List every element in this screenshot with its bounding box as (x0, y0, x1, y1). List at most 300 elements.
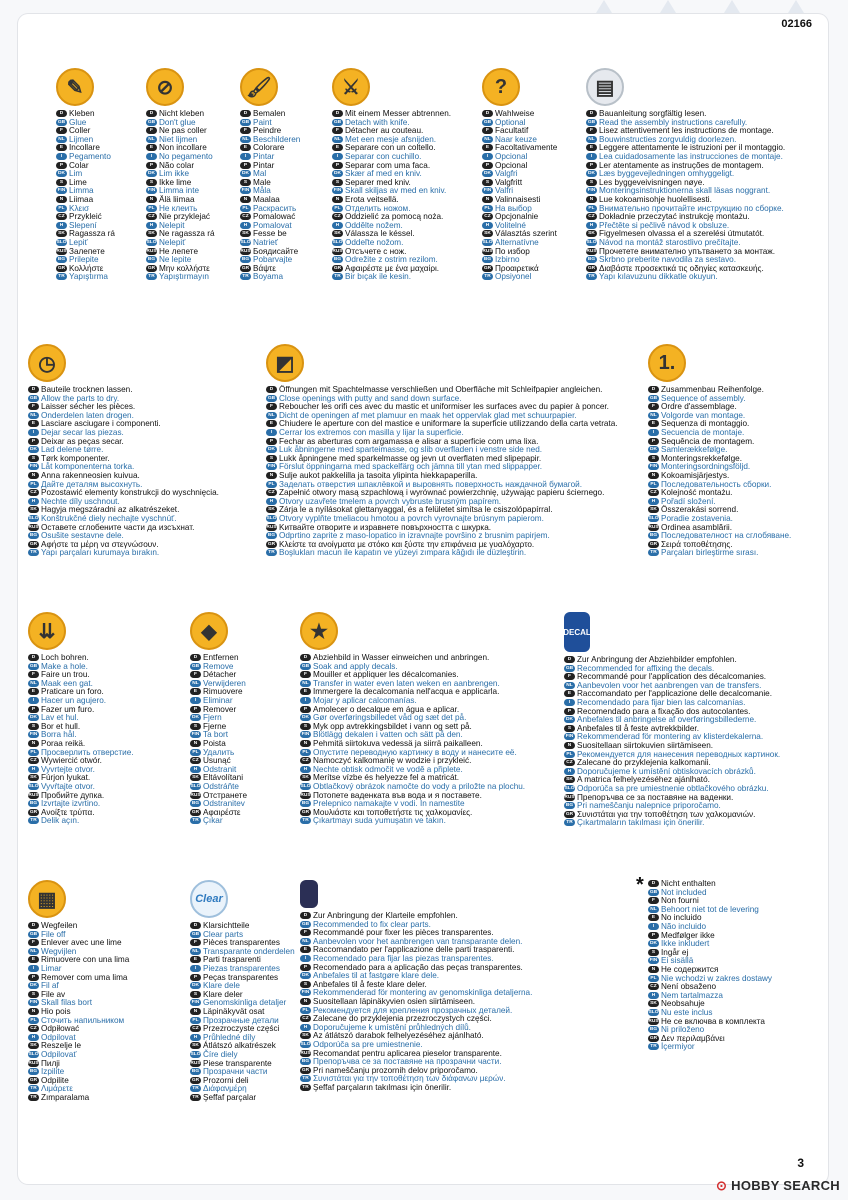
legend-text: Recomandat pentru aplicarea pieselor transparente. (313, 1048, 502, 1058)
language-code-badge: D (482, 110, 493, 117)
legend-row (240, 162, 300, 171)
language-code-badge: F (266, 403, 277, 410)
legend-text: Zárja le a nyílásokat glettanyaggal, és a felületet simítsa le csiszolópapírral. (279, 505, 553, 515)
legend-text: Loch bohren. (41, 653, 89, 662)
legend-text: Separar com uma faca. (345, 160, 431, 170)
language-code-badge: E (28, 688, 39, 695)
legend-text: Lukk åpningene med sparkelmasse og jevn ut overflaten med slipepapir. (279, 453, 542, 463)
language-code-badge: SK (482, 230, 493, 237)
legend-text: Wegvijlen (41, 946, 77, 956)
legend-text: Удалить (203, 747, 235, 757)
language-code-badge: S (482, 179, 493, 186)
legend-text: Συνιστάται για την τοποθέτηση των χαλκομανιών. (577, 809, 756, 819)
legend-text: Izvrtajte izvrtino. (41, 799, 101, 809)
legend-row (56, 273, 115, 282)
language-code-badge: PL (332, 205, 343, 212)
language-code-badge: FIN (301, 990, 310, 996)
legend-text: Recomendado para fijar bien las calcomanías. (577, 697, 746, 707)
legend-text: Zusammenbau Reihenfolge. (661, 385, 764, 394)
legend-text: Volitelné (495, 220, 526, 230)
legend-block-decal (300, 612, 525, 826)
legend-text: Izpilite (41, 1067, 65, 1077)
legend-text: Ordre d'assemblage. (661, 402, 737, 412)
legend-text: Namoczyć kalkomanię w wodzie i przykleić. (313, 756, 472, 766)
language-code-badge: P (300, 706, 311, 713)
kit-code: 02166 (781, 18, 812, 30)
legend-text: Samlerækkefølge. (661, 445, 728, 455)
legend-text: Peças transparentes (203, 972, 279, 982)
legend-text: Remove (203, 661, 234, 671)
language-code-badge: H (482, 222, 493, 229)
language-code-badge: I (56, 153, 67, 160)
legend-text: Pegamento (69, 151, 111, 161)
legend-text: Prozorni deli (203, 1075, 249, 1085)
language-code-badge: E (648, 914, 659, 921)
legend-text: Non fourni (661, 896, 699, 906)
legend-text: Залепете (69, 246, 105, 256)
legend-text: Dokładnie przeczytać instrukcję montażu. (599, 212, 750, 222)
language-code-badge: S (190, 723, 201, 730)
legend-text: Průhledné díly (203, 1032, 256, 1042)
language-code-badge: E (300, 688, 311, 695)
language-code-badge: FIN (241, 188, 250, 194)
legend-text: Dicht de openingen af met plamuur en maak het oppervlak glad met schuurpapier. (279, 410, 577, 420)
legend-text: Потопете ваденката във вода и я поставете. (313, 790, 482, 800)
language-code-badge: GR (241, 265, 250, 271)
legend-row (332, 273, 451, 282)
legend-text: Odpilite (41, 1075, 69, 1085)
language-code-badge: SLO (564, 785, 575, 791)
legend-text: По избор (495, 246, 530, 256)
legend-text: Rekommenderad för montering av genomskinliga detaljerna. (313, 988, 533, 998)
language-code-badge: I (146, 153, 157, 160)
clear-fixer-icon (300, 880, 318, 908)
language-code-badge: TR (266, 549, 277, 556)
legend-text: Optional (495, 117, 526, 127)
legend-text: Don't glue (159, 117, 196, 127)
language-code-badge: N (586, 196, 597, 203)
legend-text: Zalecane do przyklejenia kalkomanii. (577, 758, 711, 768)
legend-text: Recomendado para fijar las piezas transparentes. (313, 953, 494, 963)
legend-text: Verwijderen (203, 678, 246, 688)
language-code-badge: RUS (240, 248, 251, 254)
language-code-badge: GB (29, 931, 38, 937)
legend-text: Eliminar (203, 695, 233, 705)
legend-row (300, 817, 525, 826)
legend-text: Lav et hul. (41, 713, 79, 723)
language-code-badge: SLO (240, 239, 251, 245)
legend-text: Nicht kleben (159, 109, 205, 118)
language-code-badge: FIN (147, 188, 156, 194)
language-code-badge: E (240, 144, 251, 151)
legend-text: Ler atentamente as instruções de montagem. (599, 160, 764, 170)
legend-text: Pořadí složení. (661, 496, 716, 506)
legend-text: Κολλήστε (69, 263, 104, 273)
legend-text: Läpinäkyvät osat (203, 1006, 265, 1016)
language-code-badge: GB (649, 889, 658, 895)
instruction-page (18, 14, 828, 1184)
legend-text: Gør overføringsbilledet våd og sæt det på. (313, 713, 467, 723)
legend-text: Дайте деталям высохнуть. (41, 479, 143, 489)
language-code-badge: D (28, 386, 39, 393)
instructions-icon: ▤ (586, 68, 624, 106)
language-code-badge: GB (241, 119, 250, 125)
language-code-badge: TR (190, 817, 201, 824)
legend-block-paint (240, 68, 300, 282)
language-code-badge: SLO (648, 1009, 659, 1015)
legend-text: Rimuovere (203, 687, 243, 697)
language-code-badge: GB (29, 395, 38, 401)
legend-text: Älä liimaa (159, 194, 195, 204)
legend-text: Læs byggevejledningen omhyggeligt. (599, 169, 735, 179)
language-code-badge: GB (191, 663, 200, 669)
page-number: 3 (797, 1156, 804, 1170)
language-code-badge: F (190, 939, 201, 946)
legend-text: No incluido (661, 913, 702, 923)
language-code-badge: SK (190, 1042, 201, 1049)
legend-text: Nelepit (159, 220, 185, 230)
legend-text: Μην κολλήστε (159, 263, 210, 273)
language-code-badge: SK (240, 230, 251, 237)
language-code-badge: PL (28, 749, 39, 756)
language-code-badge: GB (649, 395, 658, 401)
language-code-badge: S (28, 991, 39, 998)
language-code-badge: CZ (190, 757, 201, 764)
language-code-badge: D (300, 912, 311, 919)
legend-text: Zapełnić otwory masą szpachlową i wyrównać powierzchnię, używając papieru ściernego. (279, 488, 605, 498)
language-code-badge: SLO (190, 1051, 201, 1057)
legend-text: Yapıştırmayın (159, 272, 209, 282)
legend-text: Ragassza rá (69, 229, 115, 239)
language-code-badge: GR (29, 809, 38, 815)
clock-icon: ◷ (28, 344, 66, 382)
language-code-badge: RUS (28, 524, 39, 530)
language-code-badge: DK (300, 972, 311, 979)
language-code-badge: P (482, 162, 493, 169)
legend-text: Внимательно прочитайте инструкцию по сборке. (599, 203, 784, 213)
language-code-badge: H (28, 498, 39, 505)
language-code-badge: BG (29, 1069, 38, 1075)
legend-row (28, 1094, 129, 1103)
language-code-badge: GR (565, 811, 574, 817)
legend-text: Fechar as aberturas com argamassa e alisar a superficie com uma lixa. (279, 436, 539, 446)
legend-text: A matrica felhelyezéséhez ajánlható. (577, 775, 710, 785)
legend-text: Fesse be (253, 229, 287, 239)
legend-text: Raccomandato per l'applicazione delle parti trasparenti. (313, 945, 515, 955)
language-code-badge: N (190, 740, 201, 747)
language-code-badge: I (332, 153, 343, 160)
no-glue-icon: ⊘ (146, 68, 184, 106)
language-code-badge: S (240, 179, 251, 186)
language-code-badge: SK (190, 774, 201, 781)
legend-text: Laisser sécher les pièces. (41, 402, 136, 412)
legend-text: Nie przyklejać (159, 212, 210, 222)
legend-text: Συνιστάται για την τοποθέτηση των διάφανων μερών. (313, 1074, 506, 1084)
legend-text: Προαιρετικά (495, 263, 539, 273)
legend-text: Odporúča sa pre umiestnenie. (313, 1039, 423, 1049)
legend-text: Entfernen (203, 653, 239, 662)
legend-text: Recommended to fix clear parts. (313, 919, 431, 929)
language-code-badge: GB (57, 119, 66, 125)
legend-text: Nechte obtisk odmočit ve vodě a připlete. (313, 764, 463, 774)
legend-text: Σειρά τοποθέτησης. (661, 539, 733, 549)
language-code-badge: PL (586, 205, 597, 212)
language-code-badge: GB (333, 119, 342, 125)
legend-text: Klarsichtteile (203, 921, 250, 930)
legend-text: Není obsaženo (661, 982, 717, 992)
language-code-badge: DK (28, 714, 39, 721)
legend-text: Boşlukları macun ile kapatın ve yüzeyi zımpara kâğıdı ile düzleştirin. (279, 548, 527, 558)
legend-text: Şeffaf parçaların takılması için önerilir. (313, 1082, 452, 1092)
language-code-badge: SK (28, 1042, 39, 1049)
legend-text: Wywiercić otwór. (41, 756, 102, 766)
language-code-badge: TR (300, 817, 311, 824)
language-code-badge: TR (648, 1043, 659, 1050)
legend-text: Раскрасить (253, 203, 297, 213)
language-code-badge: SLO (648, 515, 659, 521)
legend-text: Kokoamisjärjestys. (661, 470, 730, 480)
legend-text: No pegamento (159, 151, 213, 161)
language-code-badge: PL (482, 205, 493, 212)
legend-text: Colorare (253, 143, 285, 153)
language-code-badge: I (190, 965, 201, 972)
language-code-badge: RUS (190, 792, 201, 798)
language-code-badge: N (300, 740, 311, 747)
language-code-badge: NL (564, 682, 575, 689)
legend-block-filler (266, 344, 618, 558)
legend-text: Förslut öppningarna med spackelfärg och jämna till ytan med slippapper. (279, 462, 543, 472)
asterisk-icon: * (636, 874, 644, 896)
language-code-badge: P (648, 438, 659, 445)
legend-text: Figyelmesen olvassa el a szerelési útmutatót. (599, 229, 765, 239)
language-code-badge: PL (56, 205, 67, 212)
legend-text: Şeffaf parçalar (203, 1092, 257, 1102)
language-code-badge: E (190, 956, 201, 963)
legend-text: Odrežite z ostrim rezilom. (345, 255, 438, 265)
legend-text: Limma inte (159, 186, 200, 196)
language-code-badge: FIN (565, 734, 574, 740)
legend-text: Facultatif (495, 126, 529, 136)
legend-text: Číre diely (203, 1049, 238, 1059)
legend-text: Отделить ножом. (345, 203, 411, 213)
legend-text: Ikke inkludert (661, 939, 710, 949)
language-code-badge: TR (28, 549, 39, 556)
legend-block-no-glue (146, 68, 215, 282)
legend-text: Pomalovat (253, 220, 292, 230)
language-code-badge: DK (190, 714, 201, 721)
language-code-badge: S (300, 981, 311, 988)
legend-text: Bor et hull. (41, 721, 81, 731)
legend-text: Neobsahuje (661, 999, 705, 1009)
legend-block-clear-fixer (300, 880, 532, 1092)
language-code-badge: SK (28, 774, 39, 781)
legend-text: Sequenza di montaggio. (661, 419, 750, 429)
language-code-badge: F (586, 127, 597, 134)
legend-text: Çıkartmaların takılması için önerilir. (577, 818, 705, 828)
language-code-badge: SK (28, 506, 39, 513)
language-code-badge: H (586, 222, 597, 229)
legend-text: Mojar y aplicar calcomanías. (313, 695, 417, 705)
language-code-badge: GB (147, 119, 156, 125)
legend-text: Δεν περιλαμβάνει (661, 1033, 725, 1043)
language-code-badge: E (300, 946, 311, 953)
language-code-badge: SK (648, 506, 659, 513)
legend-text: Recomendado para a aplicação das peças transparentes. (313, 962, 523, 972)
language-code-badge: H (240, 222, 251, 229)
language-code-badge: PL (648, 975, 659, 982)
language-code-badge: NL (240, 136, 251, 143)
legend-text: Прочетете внимателно упътването за монтаж. (599, 246, 776, 256)
legend-text: Skall skiljas av med en kniv. (345, 186, 447, 196)
language-code-badge: SLO (190, 783, 201, 789)
language-code-badge: CZ (564, 759, 575, 766)
legend-text: Valgfri (495, 169, 518, 179)
language-code-badge: NL (28, 680, 39, 687)
legend-text: Paint (253, 117, 272, 127)
legend-text: Valfri (495, 186, 514, 196)
language-code-badge: FIN (57, 188, 66, 194)
legend-text: Genomskinliga detaljer (203, 998, 287, 1008)
legend-text: Tørk komponenter. (41, 453, 110, 463)
legend-text: Lad delene tørre. (41, 445, 104, 455)
language-code-badge: BG (565, 803, 574, 809)
language-code-badge: TR (190, 1094, 201, 1101)
language-code-badge: D (564, 656, 575, 663)
language-code-badge: P (300, 964, 311, 971)
legend-text: Klare deler (203, 989, 243, 999)
language-code-badge: RUS (28, 792, 39, 798)
legend-text: Wahlweise (495, 109, 535, 118)
language-code-badge: I (586, 153, 597, 160)
language-code-badge: N (28, 740, 39, 747)
language-code-badge: N (266, 472, 277, 479)
language-code-badge: E (146, 144, 157, 151)
language-code-badge: SLO (56, 239, 67, 245)
legend-text: Liimaa (69, 194, 94, 204)
legend-text: Monteringsrekkefølge. (661, 453, 742, 463)
legend-text: Рекомендуется для нанесения переводных картинок. (577, 749, 781, 759)
legend-text: Volgorde van montage. (661, 410, 746, 420)
legend-text: Poradie zostavenia. (661, 513, 733, 523)
legend-text: Não incluido (661, 921, 707, 931)
legend-block-sequence (648, 344, 791, 558)
language-code-badge: TR (28, 1085, 39, 1092)
legend-block-drill (28, 612, 134, 826)
legend-text: Az átlátszó darabok felhelyezéséhez ajánlható. (313, 1031, 484, 1041)
legend-text: Enlever avec une lime (41, 938, 122, 948)
legend-text: Separer med kniv. (345, 177, 411, 187)
legend-text: Hacer un agujero. (41, 695, 107, 705)
legend-text: Çıkartmayı suda yumuşatın ve takın. (313, 816, 446, 826)
language-code-badge: NL (300, 680, 311, 687)
language-code-badge: CZ (300, 1015, 311, 1022)
legend-text: Remover com uma lima (41, 972, 128, 982)
language-code-badge: GR (587, 265, 596, 271)
language-code-badge: DK (146, 170, 157, 177)
legend-text: Coller (69, 126, 91, 136)
legend-text: Rimuovere con una lima (41, 955, 130, 965)
legend-text: Blötlägg dekalen i vatten och sätt på den. (313, 730, 463, 740)
language-code-badge: GR (301, 1067, 310, 1073)
legend-text: Átlátszó alkatrészek (203, 1041, 276, 1051)
language-code-badge: GR (191, 809, 200, 815)
paint-icon: 🖌 (240, 68, 278, 106)
language-code-badge: GR (301, 809, 310, 815)
legend-text: Leggere attentamente le istruzioni per il montaggio. (599, 143, 786, 153)
language-code-badge: CZ (648, 489, 659, 496)
language-code-badge: RUS (482, 248, 493, 254)
legend-text: Transfer in water even laten weken en aanbrengen. (313, 678, 500, 688)
language-code-badge: TR (240, 273, 251, 280)
language-code-badge: DK (240, 170, 251, 177)
legend-text: Limar (41, 963, 62, 973)
language-code-badge: S (648, 949, 659, 956)
legend-text: Secuencia de montaje. (661, 427, 745, 437)
language-code-badge: GR (191, 1077, 200, 1083)
legend-text: Détacher au couteau. (345, 126, 424, 136)
legend-text: Niet lijmen (159, 134, 198, 144)
legend-text: Sulje aukot pakkelilla ja tasoita ylipinta hiekkapaperilla. (279, 470, 478, 480)
legend-text: Suositellaan läpinäkyvien osien siirtämiseen. (313, 996, 476, 1006)
legend-text: Nu este inclus (661, 1007, 713, 1017)
language-code-badge: GR (649, 1035, 658, 1041)
language-code-badge: SLO (300, 783, 311, 789)
legend-text: Pobarvajte (253, 255, 293, 265)
legend-text: Pehmitä siirtokuva vedessä ja siirrä paikalleen. (313, 738, 483, 748)
legend-text: Maalaa (253, 194, 280, 204)
language-code-badge: TR (564, 819, 575, 826)
language-code-badge: H (648, 498, 659, 505)
legend-text: Összerakási sorrend. (661, 505, 739, 515)
legend-text: Κλεισ (69, 203, 90, 213)
language-code-badge: TR (28, 817, 39, 824)
language-code-badge: BG (267, 533, 276, 539)
language-code-badge: TR (300, 1084, 311, 1091)
language-code-badge: NL (586, 136, 597, 143)
language-code-badge: N (146, 196, 157, 203)
language-code-badge: CZ (482, 213, 493, 220)
legend-text: Przezroczyste części (203, 1024, 280, 1034)
language-code-badge: E (190, 688, 201, 695)
legend-text: Yapıştırma (69, 272, 108, 282)
legend-text: Suositellaan siirtokuvien siirtämiseen. (577, 740, 714, 750)
language-code-badge: D (146, 110, 157, 117)
legend-text: Ingår ej (661, 947, 689, 957)
legend-text: Luk åbningerne med sparteimasse, og slib overfladen i venstre side ned. (279, 445, 543, 455)
language-code-badge: NL (266, 412, 277, 419)
legend-text: Не лепете (159, 246, 198, 256)
language-code-badge: PL (266, 481, 277, 488)
language-code-badge: I (564, 699, 575, 706)
legend-text: Låt komponenterna torka. (41, 462, 135, 472)
legend-text: Piezas transparentes (203, 963, 280, 973)
legend-text: Пилji (41, 1058, 60, 1068)
language-code-badge: GB (191, 931, 200, 937)
legend-text: Ikke lime (159, 177, 192, 187)
language-code-badge: E (266, 420, 277, 427)
legend-text: Rekommenderad för montering av klisterdekalerna. (577, 732, 764, 742)
language-code-badge: DK (586, 170, 597, 177)
legend-text: Сточить напильником (41, 1015, 125, 1025)
language-code-badge: PL (300, 749, 311, 756)
legend-text: Separar con cuchillo. (345, 151, 422, 161)
legend-text: Odpilovat (41, 1032, 76, 1042)
legend-text: Clear parts (203, 929, 244, 939)
language-code-badge: SK (564, 776, 575, 783)
language-code-badge: GR (29, 1077, 38, 1083)
language-code-badge: RUS (266, 524, 277, 530)
language-code-badge: CZ (648, 983, 659, 990)
